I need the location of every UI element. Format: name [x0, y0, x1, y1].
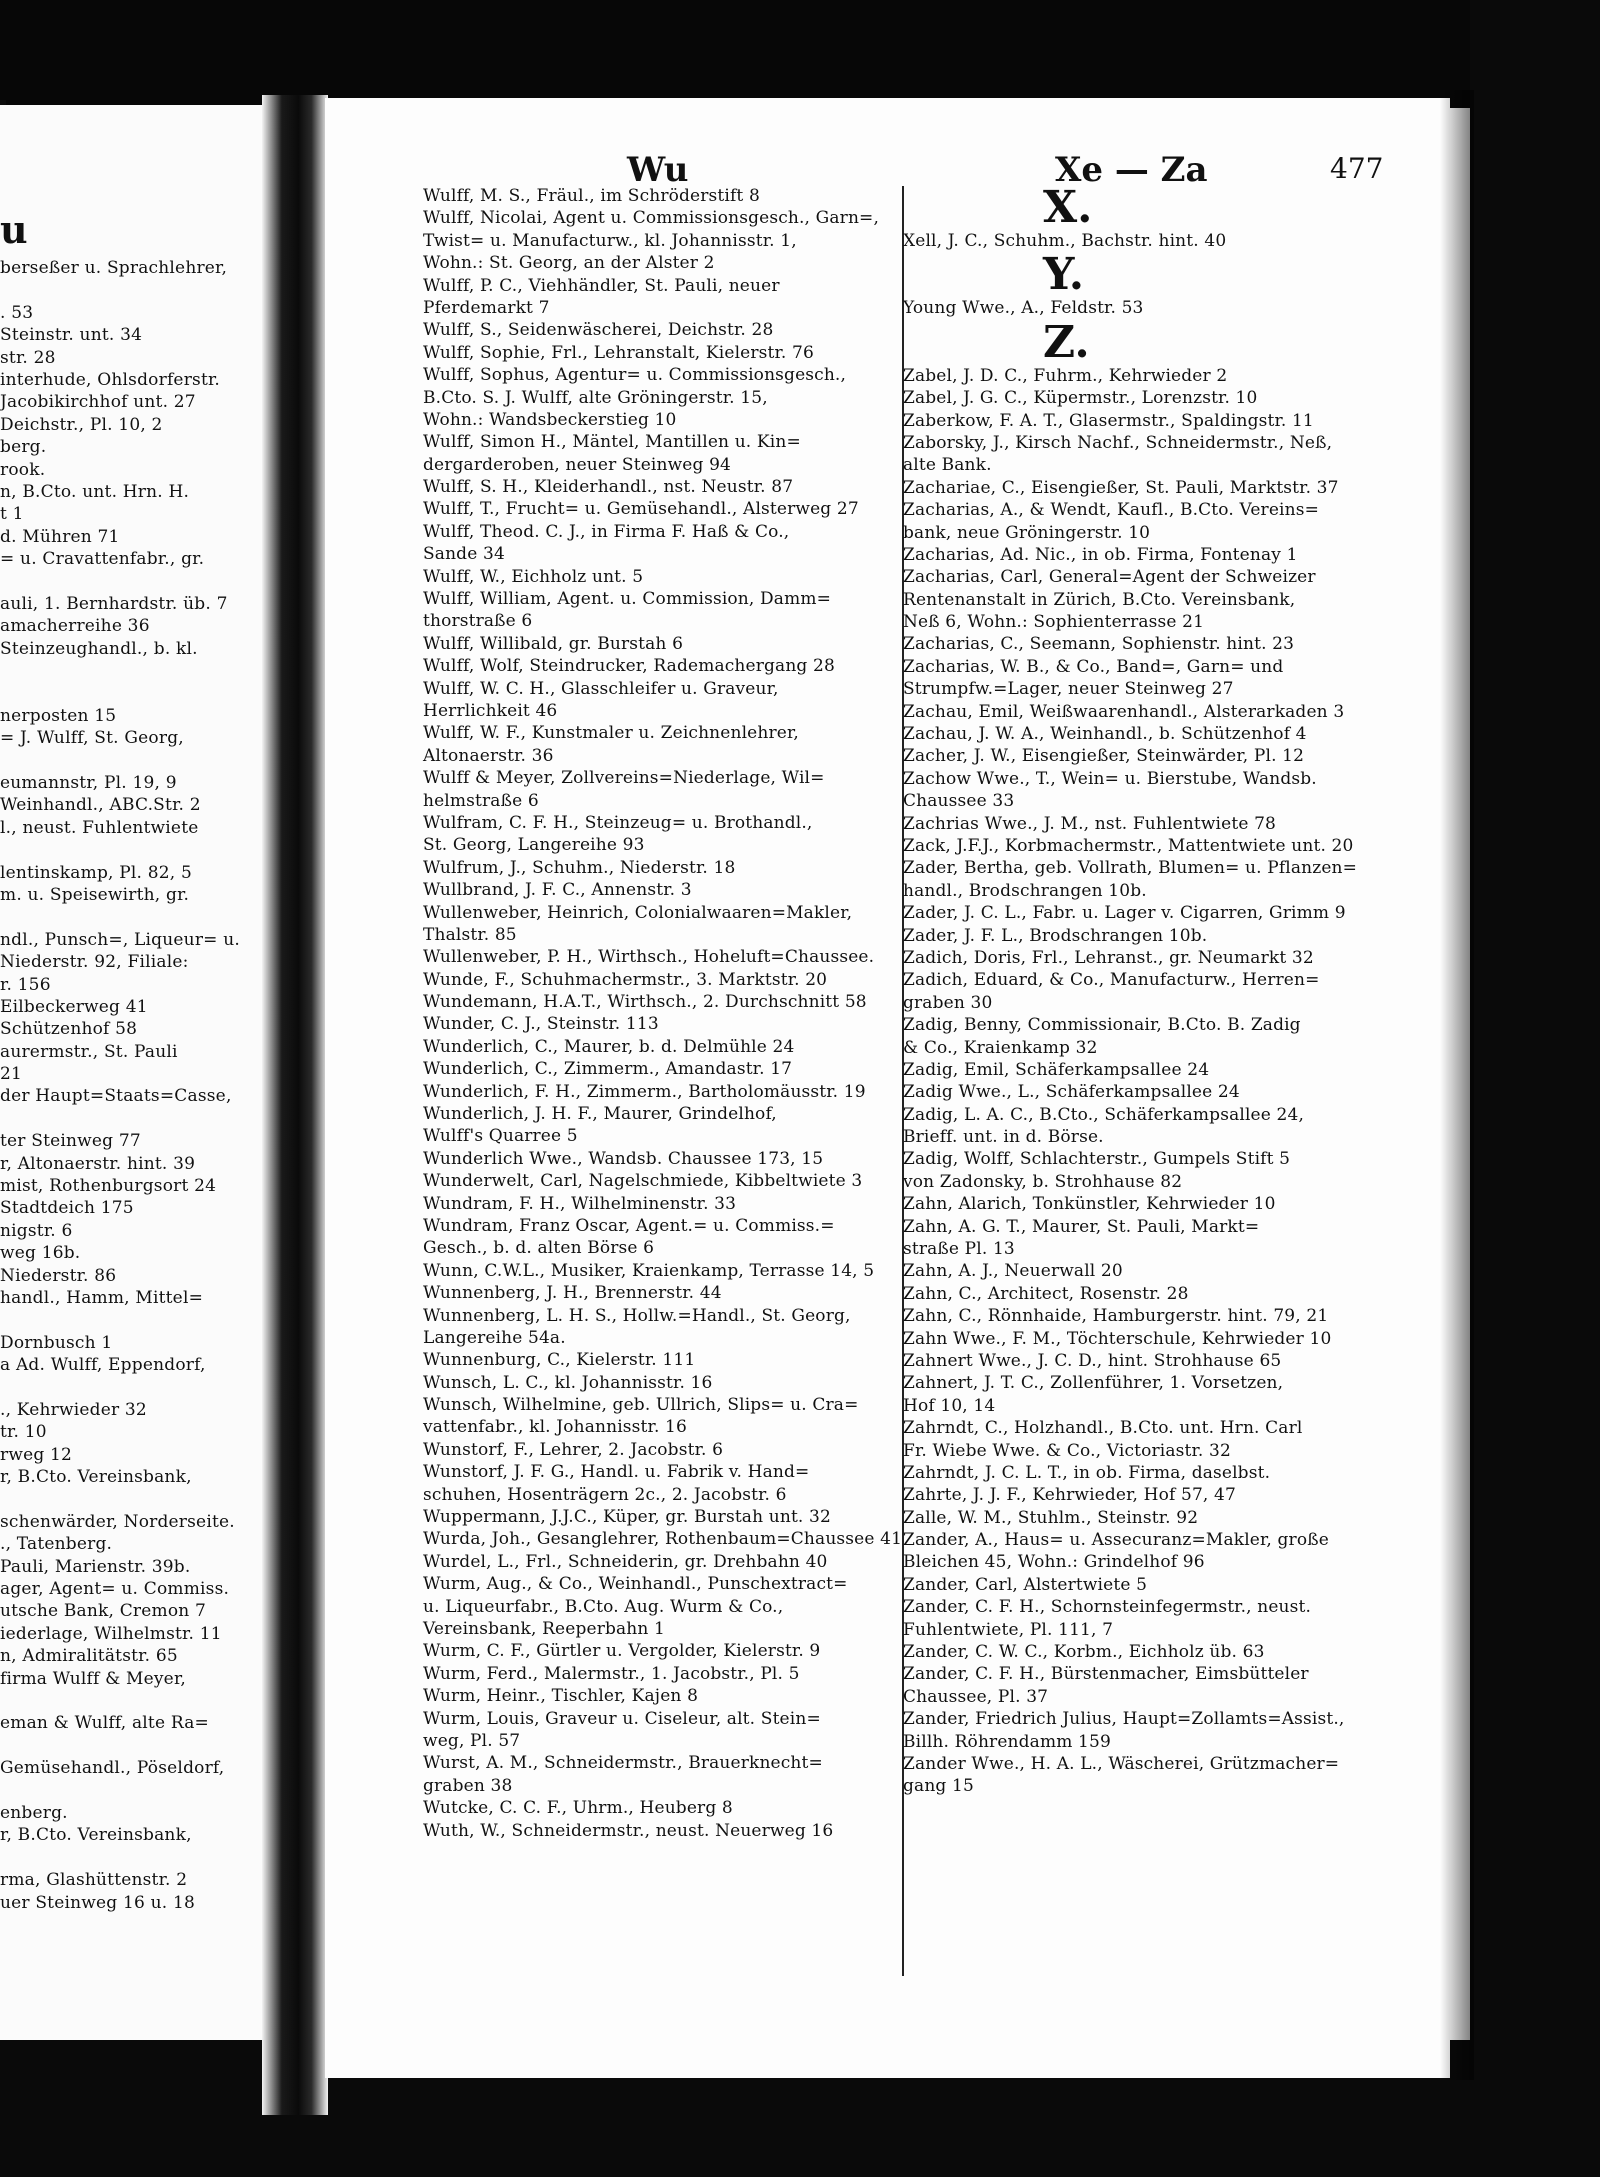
page-number: 477	[1330, 152, 1384, 185]
directory-entry-line: Wohn.: St. Georg, an der Alster 2	[423, 253, 715, 274]
directory-entry-line: Zacharias, C., Seemann, Sophienstr. hint. 23	[903, 634, 1295, 655]
directory-entry-line: Wulff's Quarree 5	[423, 1126, 578, 1147]
directory-entry-line: Zander, C. F. H., Bürstenmacher, Eimsbütteler	[903, 1664, 1309, 1685]
directory-entry-line: Fr. Wiebe Wwe. & Co., Victoriastr. 32	[903, 1440, 1231, 1461]
directory-entry-line: Zaberkow, F. A. T., Glasermstr., Spaldingstr. 11	[903, 410, 1314, 431]
directory-entry-line: Zabel, J. G. C., Küpermstr., Lorenzstr. 10	[903, 388, 1258, 409]
directory-entry-line: Zadig, Wolff, Schlachterstr., Gumpels Stift 5	[903, 1149, 1291, 1170]
directory-entry-line: Zander Wwe., H. A. L., Wäscherei, Grützmacher=	[903, 1754, 1340, 1774]
directory-entry-line: Wunderlich, F. H., Zimmerm., Bartholomäusstr. 19	[423, 1081, 866, 1102]
directory-entry-line: Wurda, Joh., Gesanglehrer, Rothenbaum=Chaussee 41	[423, 1529, 903, 1550]
right-page	[325, 98, 1450, 2078]
directory-entry-line	[0, 1377, 268, 1399]
directory-entry-line: Zander, Carl, Alstertwiete 5	[903, 1574, 1148, 1595]
directory-entry-line: Wulff, P. C., Viehhändler, St. Pauli, neuer	[423, 275, 780, 296]
directory-entry-line: t 1	[0, 504, 24, 525]
directory-entry-line: Wulfram, C. F. H., Steinzeug= u. Brothandl.,	[423, 812, 813, 833]
directory-entry-line: vattenfabr., kl. Johannisstr. 16	[423, 1417, 687, 1438]
directory-entry-line: Gemüsehandl., Pöseldorf,	[0, 1758, 225, 1779]
directory-entry-line	[0, 750, 268, 772]
left-page-fragment	[0, 105, 268, 2040]
directory-entry-line: Twist= u. Manufacturw., kl. Johannisstr. 1,	[423, 230, 797, 251]
directory-entry-line: utsche Bank, Cremon 7	[0, 1601, 207, 1622]
directory-entry-line	[0, 906, 268, 928]
directory-entry-line: enberg.	[0, 1802, 68, 1823]
directory-entry-line: iederlage, Wilhelmstr. 11	[0, 1623, 222, 1644]
directory-entry-line: Wurm, Ferd., Malermstr., 1. Jacobstr., Pl. 5	[423, 1663, 800, 1684]
directory-entry-line: Wulff, Theod. C. J., in Firma F. Haß & Co.,	[423, 521, 790, 542]
directory-entry-line: lentinskamp, Pl. 82, 5	[0, 862, 192, 883]
directory-entry-line: Schützenhof 58	[0, 1019, 138, 1040]
directory-entry-line: Steinstr. unt. 34	[0, 325, 143, 346]
directory-entry-line: B.Cto. S. J. Wulff, alte Gröningerstr. 15,	[423, 387, 768, 408]
directory-entry-line: Brieff. unt. in d. Börse.	[903, 1127, 1104, 1148]
directory-entry-line: Chaussee, Pl. 37	[903, 1686, 1049, 1707]
directory-entry-line: Zadig, L. A. C., B.Cto., Schäferkampsallee 24,	[903, 1104, 1304, 1125]
directory-entry-line: Zadig Wwe., L., Schäferkampsallee 24	[903, 1082, 1240, 1103]
directory-entry-line: Zander, A., Haus= u. Assecuranz=Makler, große	[903, 1530, 1329, 1551]
directory-entry-line: Wulff & Meyer, Zollvereins=Niederlage, Wil=	[423, 768, 825, 789]
directory-entry-line: Wutcke, C. C. F., Uhrm., Heuberg 8	[423, 1798, 733, 1819]
directory-entry-line: r, Altonaerstr. hint. 39	[0, 1153, 196, 1174]
page-edge-shadow	[1440, 90, 1474, 2080]
directory-entry-line: m. u. Speisewirth, gr.	[0, 884, 190, 905]
directory-entry-line	[0, 839, 268, 861]
letter-heading: Z.	[1043, 316, 1090, 368]
directory-entry-line: mist, Rothenburgsort 24	[0, 1176, 217, 1197]
directory-entry-line	[0, 1309, 268, 1331]
directory-entry-line: Langereihe 54a.	[423, 1327, 566, 1348]
directory-entry-line: aurermstr., St. Pauli	[0, 1041, 178, 1062]
directory-entry-line: Wundram, Franz Oscar, Agent.= u. Commiss.=	[423, 1215, 835, 1236]
scanner-border-top	[0, 0, 1600, 108]
directory-entry-line: uer Steinweg 16 u. 18	[0, 1892, 195, 1913]
directory-entry-line: Wurst, A. M., Schneidermstr., Brauerknecht=	[423, 1753, 823, 1774]
directory-entry-line: Zander, Friedrich Julius, Haupt=Zollamts=Assist.,	[903, 1709, 1345, 1730]
directory-entry-line: Zacharias, Ad. Nic., in ob. Firma, Fontenay 1	[903, 544, 1298, 565]
directory-entry-line: Zahrte, J. J. F., Kehrwieder, Hof 57, 47	[903, 1485, 1236, 1506]
directory-entry-line: d. Mühren 71	[0, 526, 120, 547]
directory-entry-line: eumannstr, Pl. 19, 9	[0, 772, 177, 793]
directory-entry-line: Eilbeckerweg 41	[0, 996, 148, 1017]
directory-entry-line: l., neust. Fuhlentwiete	[0, 817, 199, 838]
directory-entry-line: Wurm, Louis, Graveur u. Ciseleur, alt. Stein=	[423, 1708, 821, 1729]
directory-entry-line: Sande 34	[423, 544, 505, 565]
directory-entry-line: Zack, J.F.J., Korbmachermstr., Mattentwiete unt. 20	[903, 835, 1354, 856]
directory-entry-line: eman & Wulff, alte Ra=	[0, 1713, 209, 1734]
directory-entry-line: nerposten 15	[0, 705, 117, 726]
directory-entry-line: = J. Wulff, St. Georg,	[0, 728, 184, 749]
directory-entry-line: Thalstr. 85	[423, 924, 517, 945]
directory-entry-line: rweg 12	[0, 1444, 73, 1465]
directory-entry-line	[0, 279, 268, 301]
directory-entry-line: dergarderoben, neuer Steinweg 94	[423, 454, 732, 475]
directory-entry-line: Deichstr., Pl. 10, 2	[0, 414, 163, 435]
directory-entry-line: auli, 1. Bernhardstr. üb. 7	[0, 593, 228, 614]
directory-entry-line: Wurm, Heinr., Tischler, Kajen 8	[423, 1686, 699, 1707]
directory-entry-line: Rentenanstalt in Zürich, B.Cto. Vereinsbank,	[903, 589, 1296, 610]
directory-entry-line: Zachariae, C., Eisengießer, St. Pauli, Marktstr. 37	[903, 477, 1339, 498]
directory-entry-line: rook.	[0, 459, 46, 480]
directory-entry-line: weg, Pl. 57	[423, 1730, 521, 1751]
directory-entry-line: Fuhlentwiete, Pl. 111, 7	[903, 1619, 1114, 1640]
directory-entry-line: von Zadonsky, b. Strohhause 82	[903, 1171, 1183, 1192]
running-header-right: Xe — Za	[1055, 150, 1208, 190]
directory-entry-line: Wunnenberg, J. H., Brennerstr. 44	[423, 1283, 722, 1304]
directory-entry-line: Wunnenberg, L. H. S., Hollw.=Handl., St. Georg,	[423, 1305, 851, 1326]
directory-entry-line: berseßer u. Sprachlehrer,	[0, 258, 228, 278]
directory-entry-line: Altonaerstr. 36	[423, 745, 554, 766]
letter-heading: X.	[1043, 182, 1093, 233]
directory-entry-line: Wullenweber, P. H., Wirthsch., Hoheluft=Chaussee.	[423, 947, 875, 968]
directory-entry-line: Wulff, W. F., Kunstmaler u. Zeichnenlehrer,	[423, 723, 799, 744]
directory-entry-line: schenwärder, Norderseite.	[0, 1511, 235, 1532]
directory-entry-line: r, B.Cto. Vereinsbank,	[0, 1467, 192, 1488]
directory-entry-line: Vereinsbank, Reeperbahn 1	[423, 1619, 666, 1639]
directory-entry-line: Zacharias, W. B., & Co., Band=, Garn= und	[903, 656, 1284, 677]
directory-entry-line: Zachau, J. W. A., Weinhandl., b. Schützenhof 4	[903, 724, 1307, 745]
directory-entry-line: der Haupt=Staats=Casse,	[0, 1086, 232, 1107]
directory-entry-line: Wunde, F., Schuhmachermstr., 3. Marktstr. 20	[423, 969, 828, 990]
directory-entry-line: Zadich, Doris, Frl., Lehranst., gr. Neumarkt 32	[903, 947, 1314, 968]
directory-entry-line: Zahnert Wwe., J. C. D., hint. Strohhause 65	[903, 1350, 1282, 1371]
directory-entry-line: u. Liqueurfabr., B.Cto. Aug. Wurm & Co.,	[423, 1596, 784, 1617]
directory-entry-line: Wulff, Simon H., Mäntel, Mantillen u. Kin=	[423, 432, 801, 453]
directory-entry-line: Wulff, S., Seidenwäscherei, Deichstr. 28	[423, 320, 774, 341]
directory-entry-line	[0, 570, 268, 592]
directory-entry-line: Zacharias, Carl, General=Agent der Schweizer	[903, 567, 1316, 588]
directory-entry-line: Wulff, S. H., Kleiderhandl., nst. Neustr. 87	[423, 477, 794, 498]
directory-entry-line: Wulff, W. C. H., Glasschleifer u. Graveur,	[423, 678, 779, 699]
directory-entry-line: Zadig, Emil, Schäferkampsallee 24	[903, 1059, 1210, 1080]
directory-entry-line: Wurm, C. F., Gürtler u. Vergolder, Kielerstr. 9	[423, 1641, 821, 1662]
directory-entry-line: Wulff, Willibald, gr. Burstah 6	[423, 633, 684, 654]
directory-entry-line: Wunstorf, F., Lehrer, 2. Jacobstr. 6	[423, 1439, 724, 1460]
directory-entry-line: Zahn, C., Rönnhaide, Hamburgerstr. hint. 79, 21	[903, 1306, 1329, 1327]
directory-entry-line: firma Wulff & Meyer,	[0, 1668, 187, 1689]
directory-entry-line	[0, 1735, 268, 1757]
directory-entry-line: Zachau, Emil, Weißwaarenhandl., Alsterarkaden 3	[903, 701, 1345, 722]
left-page-entries	[0, 257, 268, 1914]
directory-entry-line	[0, 1488, 268, 1510]
directory-entry-line: Stadtdeich 175	[0, 1198, 134, 1219]
directory-entry-line	[0, 660, 268, 682]
directory-entry-line: Young Wwe., A., Feldstr. 53	[903, 298, 1144, 319]
directory-entry-line: Gesch., b. d. alten Börse 6	[423, 1238, 655, 1259]
directory-column-b	[903, 182, 1450, 1798]
directory-entry-line: Wuppermann, J.J.C., Küper, gr. Burstah unt. 32	[423, 1507, 831, 1528]
directory-entry-line: Zader, Bertha, geb. Vollrath, Blumen= u. Pflanzen=	[903, 858, 1358, 879]
directory-entry-line: tr. 10	[0, 1422, 47, 1443]
directory-entry-line: Wunderlich, J. H. F., Maurer, Grindelhof,	[423, 1104, 777, 1125]
directory-entry-line: n, B.Cto. unt. Hrn. H.	[0, 481, 190, 502]
directory-entry-line: Wulff, Sophie, Frl., Lehranstalt, Kielerstr. 76	[423, 342, 814, 363]
directory-entry-line: Zahrndt, J. C. L. T., in ob. Firma, daselbst.	[903, 1462, 1271, 1483]
directory-entry-line: Wundemann, H.A.T., Wirthsch., 2. Durchschnitt 58	[423, 992, 867, 1013]
directory-entry-line: handl., Brodschrangen 10b.	[903, 880, 1147, 901]
directory-entry-line: r, B.Cto. Vereinsbank,	[0, 1825, 192, 1846]
directory-entry-line: Zahn, Alarich, Tonkünstler, Kehrwieder 10	[903, 1194, 1276, 1215]
directory-entry-line: Hof 10, 14	[903, 1395, 996, 1416]
directory-entry-line: Zalle, W. M., Stuhlm., Steinstr. 92	[903, 1507, 1199, 1528]
directory-entry-line: Wulff, W., Eichholz unt. 5	[423, 566, 644, 587]
directory-entry-line: thorstraße 6	[423, 611, 533, 632]
directory-entry-line: Zahrndt, C., Holzhandl., B.Cto. unt. Hrn. Carl	[903, 1418, 1303, 1439]
directory-entry-line: 21	[0, 1064, 23, 1085]
directory-entry-line	[0, 1780, 268, 1802]
directory-entry-line: Herrlichkeit 46	[423, 700, 558, 721]
directory-entry-line: Zachow Wwe., T., Wein= u. Bierstube, Wandsb.	[903, 768, 1317, 789]
directory-entry-line: interhude, Ohlsdorferstr.	[0, 369, 221, 390]
directory-entry-line: ., Kehrwieder 32	[0, 1399, 147, 1420]
directory-entry-line: Zahn, C., Architect, Rosenstr. 28	[903, 1283, 1189, 1304]
directory-entry-line: Zader, J. F. L., Brodschrangen 10b.	[903, 925, 1208, 946]
directory-entry-line: Zacher, J. W., Eisengießer, Steinwärder, Pl. 12	[903, 746, 1305, 767]
directory-entry-line: Niederstr. 92, Filiale:	[0, 952, 189, 973]
letter-heading: Y.	[1043, 249, 1085, 301]
directory-entry-line: Niederstr. 86	[0, 1265, 117, 1286]
directory-entry-line: helmstraße 6	[423, 790, 539, 811]
directory-entry-line: Wulff, Sophus, Agentur= u. Commissionsgesch.,	[423, 365, 847, 386]
directory-entry-line: Wulfrum, J., Schuhm., Niederstr. 18	[423, 857, 736, 878]
directory-entry-line: Wundram, F. H., Wilhelminenstr. 33	[423, 1193, 737, 1214]
running-header-left: Wu	[627, 150, 689, 190]
directory-entry-line	[0, 1690, 268, 1712]
directory-entry-line: amacherreihe 36	[0, 616, 150, 637]
directory-entry-line: Wurdel, L., Frl., Schneiderin, gr. Drehbahn 40	[423, 1551, 828, 1572]
directory-entry-line: Dornbusch 1	[0, 1332, 113, 1353]
directory-entry-line: Wunderwelt, Carl, Nagelschmiede, Kibbeltwiete 3	[423, 1171, 863, 1192]
directory-entry-line: Pferdemarkt 7	[423, 297, 550, 318]
directory-entry-line: Wulff, Wolf, Steindrucker, Rademachergang 28	[423, 656, 835, 677]
directory-entry-line: r. 156	[0, 974, 51, 995]
directory-entry-line: n, Admiralitätstr. 65	[0, 1646, 178, 1667]
directory-entry-line: straße Pl. 13	[903, 1239, 1015, 1260]
directory-entry-line: Zander, C. W. C., Korbm., Eichholz üb. 63	[903, 1642, 1265, 1663]
directory-entry-line: ter Steinweg 77	[0, 1131, 141, 1152]
directory-entry-line: schuhen, Hosenträgern 2c., 2. Jacobstr. 6	[423, 1484, 787, 1505]
directory-entry-line: Wohn.: Wandsbeckerstieg 10	[423, 409, 677, 430]
book-gutter	[262, 95, 328, 2115]
directory-entry-line	[0, 682, 268, 704]
directory-entry-line: . 53	[0, 302, 34, 323]
directory-entry-line: berg.	[0, 437, 47, 458]
directory-entry-line: Zahn, A. J., Neuerwall 20	[903, 1261, 1123, 1282]
directory-entry-line: & Co., Kraienkamp 32	[903, 1037, 1098, 1058]
directory-entry-line: Neß 6, Wohn.: Sophienterrasse 21	[903, 612, 1205, 633]
directory-entry-line: Xell, J. C., Schuhm., Bachstr. hint. 40	[903, 231, 1227, 251]
directory-entry-line: Wuth, W., Schneidermstr., neust. Neuerweg 16	[423, 1820, 834, 1841]
left-page-header: u	[0, 207, 28, 252]
directory-entry-line: Zahn Wwe., F. M., Töchterschule, Kehrwieder 10	[903, 1328, 1332, 1349]
directory-entry-line: Wunsch, L. C., kl. Johannisstr. 16	[423, 1372, 713, 1393]
directory-entry-line: St. Georg, Langereihe 93	[423, 835, 645, 856]
directory-entry-line: Wunn, C.W.L., Musiker, Kraienkamp, Terrasse 14, 5	[423, 1260, 875, 1281]
directory-entry-line: Zachrias Wwe., J. M., nst. Fuhlentwiete 78	[903, 813, 1277, 834]
directory-entry-line	[0, 1108, 268, 1130]
directory-entry-line: Wulff, William, Agent. u. Commission, Damm=	[423, 589, 832, 610]
scanner-border-right	[1470, 0, 1600, 2177]
directory-entry-line: gang 15	[903, 1776, 974, 1797]
directory-entry-line: Wunderlich, C., Maurer, b. d. Delmühle 24	[423, 1036, 795, 1057]
directory-entry-line: Wullbrand, J. F. C., Annenstr. 3	[423, 880, 692, 901]
directory-entry-line: nigstr. 6	[0, 1220, 73, 1241]
directory-entry-line: Zahnert, J. T. C., Zollenführer, 1. Vorsetzen,	[903, 1373, 1284, 1394]
directory-entry-line: Wunderlich, C., Zimmerm., Amandastr. 17	[423, 1059, 793, 1080]
directory-entry-line: Zaborsky, J., Kirsch Nachf., Schneidermstr., Neß,	[903, 432, 1333, 453]
directory-entry-line: Zabel, J. D. C., Fuhrm., Kehrwieder 2	[903, 365, 1228, 386]
directory-entry-line: graben 30	[903, 992, 993, 1013]
directory-entry-line: Zacharias, A., & Wendt, Kaufl., B.Cto. Vereins=	[903, 500, 1319, 521]
directory-entry-line: Chaussee 33	[903, 791, 1015, 812]
directory-entry-line: = u. Cravattenfabr., gr.	[0, 549, 205, 570]
directory-entry-line: Zadich, Eduard, & Co., Manufacturw., Herren=	[903, 970, 1320, 991]
directory-entry-line: Zadig, Benny, Commissionair, B.Cto. B. Zadig	[903, 1015, 1301, 1036]
directory-entry-line: Strumpfw.=Lager, neuer Steinweg 27	[903, 679, 1234, 700]
directory-entry-line: Wunder, C. J., Steinstr. 113	[423, 1014, 659, 1035]
directory-entry-line: Zander, C. F. H., Schornsteinfegermstr., neust.	[903, 1597, 1312, 1618]
directory-entry-line: Wurm, Aug., & Co., Weinhandl., Punschextract=	[423, 1574, 848, 1595]
directory-entry-line: graben 38	[423, 1775, 513, 1796]
directory-entry-line: Bleichen 45, Wohn.: Grindelhof 96	[903, 1552, 1205, 1573]
directory-entry-line: Wunstorf, J. F. G., Handl. u. Fabrik v. Hand=	[423, 1462, 810, 1483]
directory-entry-line: ager, Agent= u. Commiss.	[0, 1579, 230, 1600]
directory-entry-line: weg 16b.	[0, 1243, 81, 1264]
directory-entry-line	[0, 1847, 268, 1869]
directory-entry-line: Wunnenburg, C., Kielerstr. 111	[423, 1350, 696, 1371]
directory-entry-line: Wulff, T., Frucht= u. Gemüsehandl., Alsterweg 27	[423, 499, 859, 520]
directory-entry-line: Jacobikirchhof unt. 27	[0, 392, 196, 413]
directory-entry-line: ndl., Punsch=, Liqueur= u.	[0, 929, 240, 950]
directory-entry-line: a Ad. Wulff, Eppendorf,	[0, 1355, 206, 1376]
directory-entry-line: ., Tatenberg.	[0, 1534, 113, 1555]
directory-entry-line: str. 28	[0, 347, 56, 368]
directory-entry-line: Zader, J. C. L., Fabr. u. Lager v. Cigarren, Grimm 9	[903, 903, 1346, 924]
directory-entry-line: Pauli, Marienstr. 39b.	[0, 1556, 191, 1577]
directory-entry-line: Wulff, M. S., Fräul., im Schröderstift 8	[423, 186, 760, 206]
directory-entry-line: bank, neue Gröningerstr. 10	[903, 522, 1151, 543]
directory-entry-line: Zahn, A. G. T., Maurer, St. Pauli, Markt=	[903, 1216, 1260, 1237]
directory-entry-line: Wunderlich Wwe., Wandsb. Chaussee 173, 15	[423, 1148, 824, 1169]
directory-entry-line: Weinhandl., ABC.Str. 2	[0, 795, 201, 816]
directory-entry-line: Steinzeughandl., b. kl.	[0, 638, 198, 659]
directory-entry-line: Wunsch, Wilhelmine, geb. Ullrich, Slips= u. Cra=	[423, 1395, 859, 1416]
directory-entry-line: Billh. Röhrendamm 159	[903, 1731, 1111, 1752]
directory-entry-line: Wulff, Nicolai, Agent u. Commissionsgesch., Garn=,	[423, 208, 879, 229]
directory-entry-line: rma, Glashüttenstr. 2	[0, 1870, 188, 1891]
directory-entry-line: alte Bank.	[903, 455, 992, 476]
directory-entry-line: handl., Hamm, Mittel=	[0, 1287, 204, 1308]
directory-entry-line: Wullenweber, Heinrich, Colonialwaaren=Makler,	[423, 902, 853, 923]
